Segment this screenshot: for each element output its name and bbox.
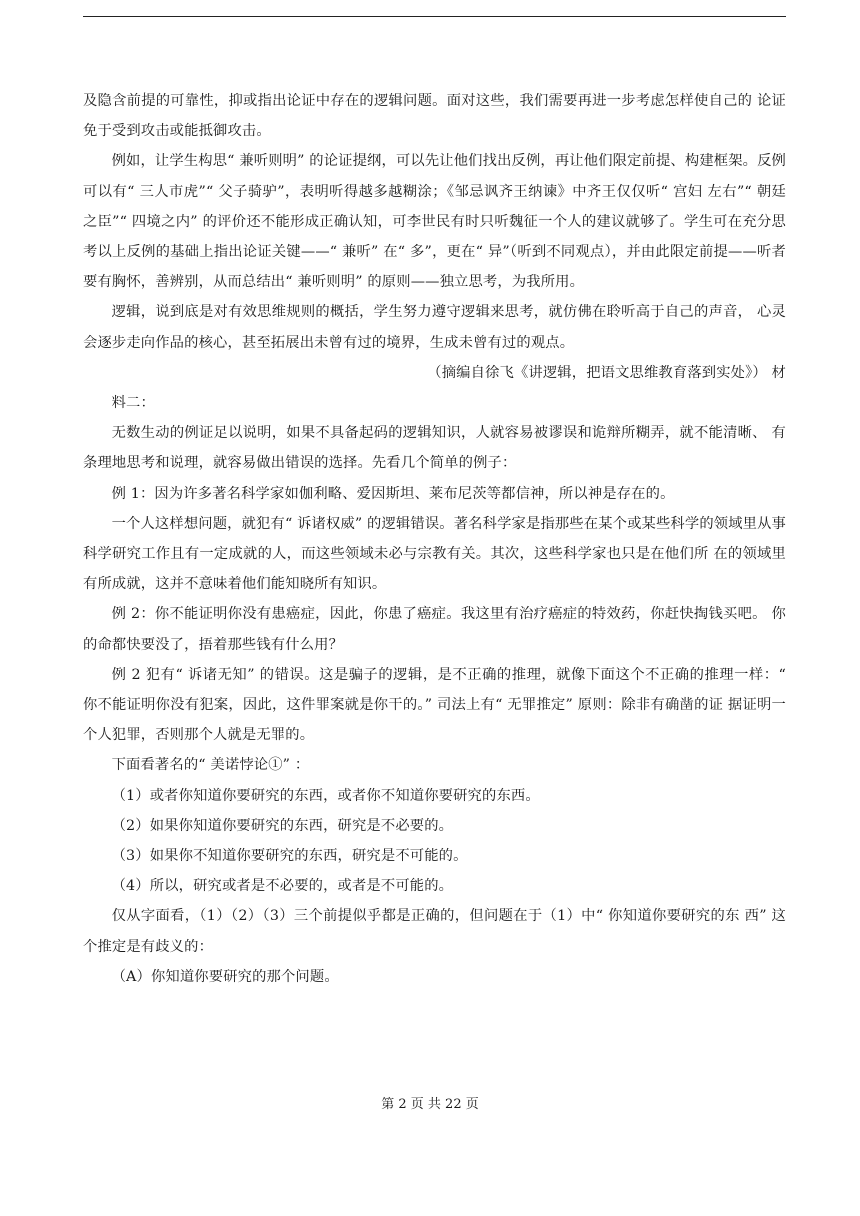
- example-2: 例 2：你不能证明你没有患癌症，因此，你患了癌症。我这里有治疗癌症的特效药，你赶快掏钱买吧。 你的命都快要没了，捂着那些钱有什么用？: [83, 606, 786, 653]
- list-item: （A）你知道你要研究的那个问题。: [111, 968, 339, 985]
- paragraph: 仅从字面看，（1）（2）（3）三个前提似乎都是正确的，但问题在于（1）中“ 你知道你要研究的东 西” 这个推定是有歧义的：: [83, 908, 786, 955]
- paragraph: 逻辑，说到底是对有效思维规则的概括，学生努力遵守逻辑来思考，就仿佛在聆听高于自己的声音， 心灵会逐步走向作品的核心，甚至拓展出未曾有过的境界，生成未曾有过的观点。: [83, 304, 786, 351]
- header-rule: [83, 16, 786, 17]
- page-number: 第 2 页 共 22 页: [381, 1097, 479, 1112]
- list-item: （2）如果你知道你要研究的东西，研究是不必要的。: [111, 817, 454, 834]
- section-label: 料二：: [111, 395, 155, 412]
- paragraph: 及隐含前提的可靠性，抑或指出论证中存在的逻辑问题。面对这些，我们需要再进一步考虑怎样使自己的 论证免于受到攻击或能抵御攻击。: [83, 93, 786, 140]
- paragraph: 下面看著名的“ 美诺悖论①” ：: [111, 757, 310, 774]
- paragraph: 无数生动的例证足以说明，如果不具备起码的逻辑知识，人就容易被谬误和诡辩所糊弄，就不能清晰、 有条理地思考和说理，就容易做出错误的选择。先看几个简单的例子：: [83, 425, 786, 472]
- paragraph: 例 2 犯有“ 诉诸无知” 的错误。这是骗子的逻辑，是不正确的推理，就像下面这个不正确的推理一样：“ 你不能证明你没有犯案，因此，这件罪案就是你干的。” 司法上有“ 无罪推定” 原则：除非有确凿的证 据证明一个人犯罪，否则那个人就是无罪的。: [83, 666, 786, 744]
- list-item: （3）如果你不知道你要研究的东西，研究是不可能的。: [111, 848, 468, 865]
- source-citation: （摘编自徐飞《讲逻辑，把语文思维教育落到实处》） 材: [427, 364, 786, 381]
- list-item: （1）或者你知道你要研究的东西，或者你不知道你要研究的东西。: [111, 787, 540, 804]
- list-item: （4）所以，研究或者是不必要的，或者是不可能的。: [111, 878, 454, 895]
- paragraph: 例如，让学生构思“ 兼听则明” 的论证提纲，可以先让他们找出反例，再让他们限定前提、构建框架。反例可以有“ 三人市虎”“ 父子骑驴”，表明听得越多越糊涂；《邹忌讽齐王纳谏》中齐王仅仅听“ 宫妇 左右”“ 朝廷之臣”“ 四境之内” 的评价还不能形成正确认知，可李世民有时只听魏征一个人的建议就够了。学生可在充分思考以上反例的基础上指出论证关键——“ 兼听” 在“ 多”，更在“ 异”（听到不同观点），并由此限定前提——听者要有胸怀，善辨别，从而总结出“ 兼听则明” 的原则——独立思考，为我所用。: [83, 153, 787, 291]
- document-body: [83, 86, 786, 992]
- paragraph: 一个人这样想问题，就犯有“ 诉诸权威” 的逻辑错误。著名科学家是指那些在某个或某些科学的领域里从事科学研究工作且有一定成就的人，而这些领域未必与宗教有关。其次，这些科学家也只是在他们所 在的领域里有所成就，这并不意味着他们能知晓所有知识。: [83, 515, 787, 593]
- example-1: 例 1：因为许多著名科学家如伽利略、爱因斯坦、莱布尼茨等都信神，所以神是存在的。: [111, 485, 675, 502]
